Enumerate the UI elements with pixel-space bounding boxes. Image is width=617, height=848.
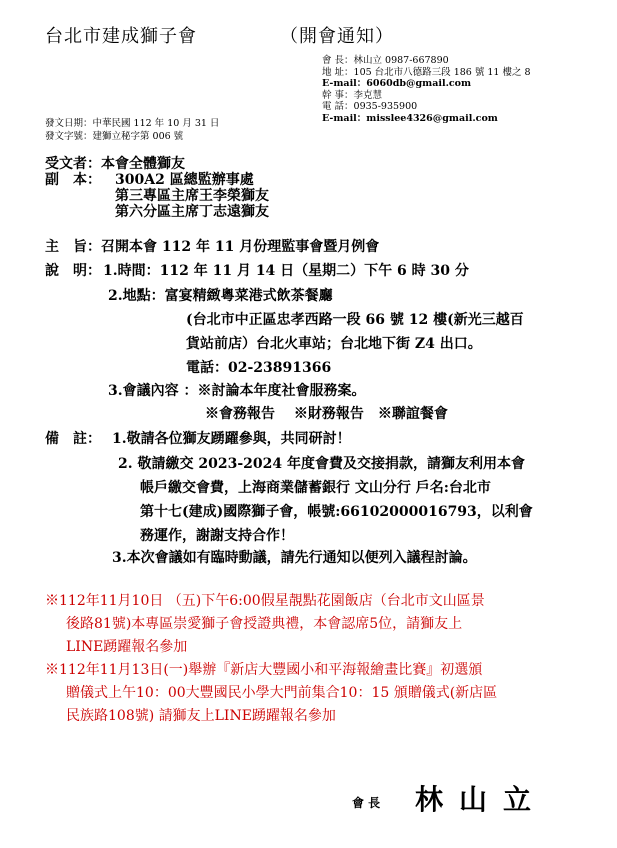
contact-address: 地 址：105 台北市八德路三段 186 號 11 樓之 8 — [322, 66, 531, 78]
cc-label: 副 本： — [45, 172, 101, 188]
contact-secretary: 幹 事：李克慧 — [322, 89, 383, 101]
note-2-line-4: 務運作，謝謝支持合作！ — [140, 528, 294, 544]
subject: 主 旨：召開本會 112 年 11 月份理監事會暨月例會 — [45, 239, 380, 255]
announcement-1-line-1: ※112年11月10日 （五)下午6:00假星靚點花園飯店（台北市文山區景 — [45, 593, 485, 609]
explanation-item-1: 1.時間：112 年 11 月 14 日（星期二）下午 6 時 30 分 — [103, 263, 469, 279]
announcement-2-line-2: 贈儀式上午10：00大豐國民小學大門前集合10：15 頒贈儀式(新店區 — [66, 685, 498, 701]
doc-number: 發文字號：建獅立秘字第 006 號 — [45, 131, 184, 142]
contact-email-1: E-mail：6060db@gmail.com — [322, 78, 472, 89]
note-3: 3.本次會議如有臨時動議，請先行通知以便列入議程討論。 — [112, 550, 477, 566]
doc-date: 發文日期：中華民國 112 年 10 月 31 日 — [45, 118, 220, 129]
explanation-item-3-more: ※會務報告 ※財務報告 ※聯誼餐會 — [205, 406, 448, 422]
signature-label: 會 長 — [352, 796, 381, 810]
recipient-to: 受文者：本會全體獅友 — [45, 156, 185, 172]
announcement-1-line-2: 後路81號)本專區崇愛獅子會授證典禮，本會認席5位，請獅友上 — [66, 616, 463, 632]
note-2-line-3: 第十七(建成)國際獅子會，帳號:66102000016793，以利會 — [140, 504, 533, 520]
notes-label: 備 註： — [45, 431, 101, 447]
cc-2: 第三專區主席王李榮獅友 — [115, 188, 269, 204]
contact-president: 會 長：林山立 0987-667890 — [322, 55, 449, 66]
notice-type: （開會通知） — [280, 26, 394, 47]
venue-address-2: 貨站前店）台北火車站；台北地下街 Z4 出口。 — [186, 336, 482, 352]
announcement-1-line-3: LINE踴躍報名參加 — [66, 639, 188, 655]
org-title: 台北市建成獅子會 — [45, 26, 197, 47]
note-2-line-2: 帳戶繳交會費，上海商業儲蓄銀行 文山分行 戶名:台北市 — [140, 480, 491, 496]
cc-3: 第六分區主席丁志遠獅友 — [115, 204, 269, 220]
announcement-2-line-3: 民族路108號) 請獅友上LINE踴躍報名參加 — [66, 708, 336, 724]
venue-address-1: (台北市中正區忠孝西路一段 66 號 12 樓(新光三越百 — [186, 312, 524, 328]
signature-name: 林山立 — [415, 783, 548, 816]
explanation-item-3: 3.會議內容 ：※討論本年度社會服務案。 — [108, 383, 366, 399]
contact-block — [322, 55, 531, 124]
explanation-label: 說 明： — [45, 263, 101, 279]
venue-phone: 電話：02-23891366 — [186, 360, 332, 376]
announcement-2-line-1: ※112年11月13日(一)舉辦『新店大豐國小和平海報繪畫比賽』初選頒 — [45, 662, 483, 678]
contact-email-2: E-mail：misslee4326@gmail.com — [322, 112, 498, 124]
contact-phone: 電 話：0935-935900 — [322, 101, 418, 112]
note-2-line-1: 2. 敬請繳交 2023-2024 年度會費及交接捐款，請獅友利用本會 — [118, 456, 525, 472]
note-1: 1.敬請各位獅友踴躍參與，共同研討！ — [112, 431, 351, 447]
cc-1: 300A2 區總監辦事處 — [115, 172, 254, 188]
explanation-item-2: 2.地點：富宴精緻粵菜港式飲茶餐廳 — [108, 288, 333, 304]
